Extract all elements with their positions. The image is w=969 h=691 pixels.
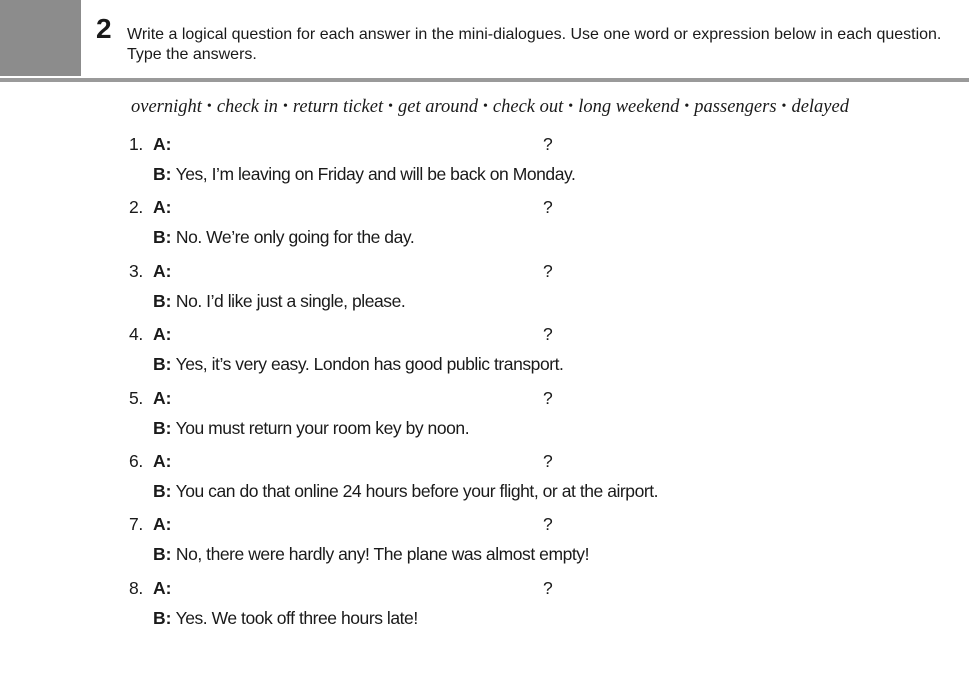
- speaker-b-label: B:: [153, 227, 172, 248]
- dialogue-number: 8.: [129, 577, 143, 598]
- speaker-b-line: [153, 226, 414, 248]
- answer-text: Yes, I’m leaving on Friday and will be back on Monday.: [175, 164, 576, 184]
- question-mark: ?: [543, 197, 553, 218]
- dialogue-number: 4.: [129, 324, 143, 345]
- speaker-b-label: B:: [153, 417, 172, 438]
- question-mark: ?: [543, 260, 553, 281]
- header-divider: [0, 78, 969, 82]
- word-bank-separator: •: [206, 99, 212, 114]
- word-bank-item: passengers: [694, 97, 777, 117]
- speaker-b-line: [153, 417, 469, 439]
- dialogue-item: [0, 193, 969, 256]
- speaker-b-label: B:: [153, 607, 172, 628]
- speaker-a-label: A:: [153, 197, 172, 218]
- word-bank-item: get around: [398, 97, 478, 117]
- word-bank-item: check in: [216, 97, 278, 117]
- question-mark: ?: [543, 450, 553, 471]
- speaker-b-label: B:: [153, 164, 172, 184]
- dialogue-number: 5.: [129, 387, 143, 408]
- exercise-number: 2: [96, 13, 112, 44]
- speaker-b-line: [153, 543, 589, 565]
- word-bank-item: delayed: [791, 97, 849, 117]
- answer-text: No, there were hardly any! The plane was almost empty!: [175, 544, 589, 565]
- word-bank-separator: •: [282, 99, 288, 114]
- dialogue-item: [0, 384, 969, 447]
- speaker-a-label: A:: [153, 387, 172, 408]
- speaker-b-label: B:: [153, 544, 172, 565]
- speaker-b-line: [153, 163, 575, 185]
- speaker-b-label: B:: [153, 290, 172, 311]
- dialogue-number: 2.: [129, 197, 143, 218]
- question-mark: ?: [543, 134, 553, 154]
- question-mark: ?: [543, 514, 553, 535]
- answer-text: You can do that online 24 hours before your flight, or at the airport.: [175, 480, 659, 501]
- speaker-b-line: [153, 353, 563, 375]
- word-bank-item: return ticket: [292, 97, 384, 117]
- speaker-a-label: A:: [153, 134, 172, 154]
- speaker-b-line: [153, 290, 405, 312]
- word-bank-item: long weekend: [578, 97, 680, 117]
- speaker-a-label: A:: [153, 514, 172, 535]
- speaker-a-label: A:: [153, 577, 172, 598]
- dialogue-item: [0, 447, 969, 510]
- dialogue-number: 6.: [129, 450, 143, 471]
- dialogue-number: 1.: [129, 134, 143, 154]
- dialogue-item: [0, 130, 969, 193]
- speaker-b-line: [153, 480, 658, 502]
- answer-text: Yes. We took off three hours late!: [175, 607, 418, 628]
- question-mark: ?: [543, 324, 553, 345]
- header-grey-tab: [0, 0, 81, 76]
- dialogue-number: 3.: [129, 260, 143, 281]
- speaker-b-label: B:: [153, 480, 172, 501]
- dialogue-list: [0, 130, 969, 637]
- dialogue-item: [0, 574, 969, 637]
- word-bank-separator: •: [568, 99, 574, 114]
- dialogue-item: [0, 257, 969, 320]
- word-bank-separator: •: [684, 99, 690, 114]
- word-bank-separator: •: [781, 99, 787, 114]
- question-mark: ?: [543, 387, 553, 408]
- dialogue-number: 7.: [129, 514, 143, 535]
- question-mark: ?: [543, 577, 553, 598]
- answer-text: No. We’re only going for the day.: [175, 227, 415, 248]
- speaker-a-label: A:: [153, 450, 172, 471]
- word-bank-item: check out: [492, 97, 564, 117]
- word-bank-separator: •: [388, 99, 393, 114]
- dialogue-item: [0, 510, 969, 573]
- answer-text: You must return your room key by noon.: [175, 417, 470, 438]
- word-bank: [131, 95, 849, 121]
- answer-text: Yes, it’s very easy. London has good public transport.: [175, 354, 564, 375]
- word-bank-separator: •: [483, 99, 488, 114]
- speaker-a-label: A:: [153, 260, 172, 281]
- answer-text: No. I’d like just a single, please.: [175, 290, 406, 311]
- speaker-b-line: [153, 607, 418, 629]
- speaker-a-label: A:: [153, 324, 172, 345]
- dialogue-item: [0, 320, 969, 383]
- exercise-instructions: Write a logical question for each answer in the mini-dialogues. Use one word or expression below in each question. Type the answers.: [127, 26, 942, 63]
- word-bank-item: overnight: [131, 97, 202, 117]
- speaker-b-label: B:: [153, 354, 172, 375]
